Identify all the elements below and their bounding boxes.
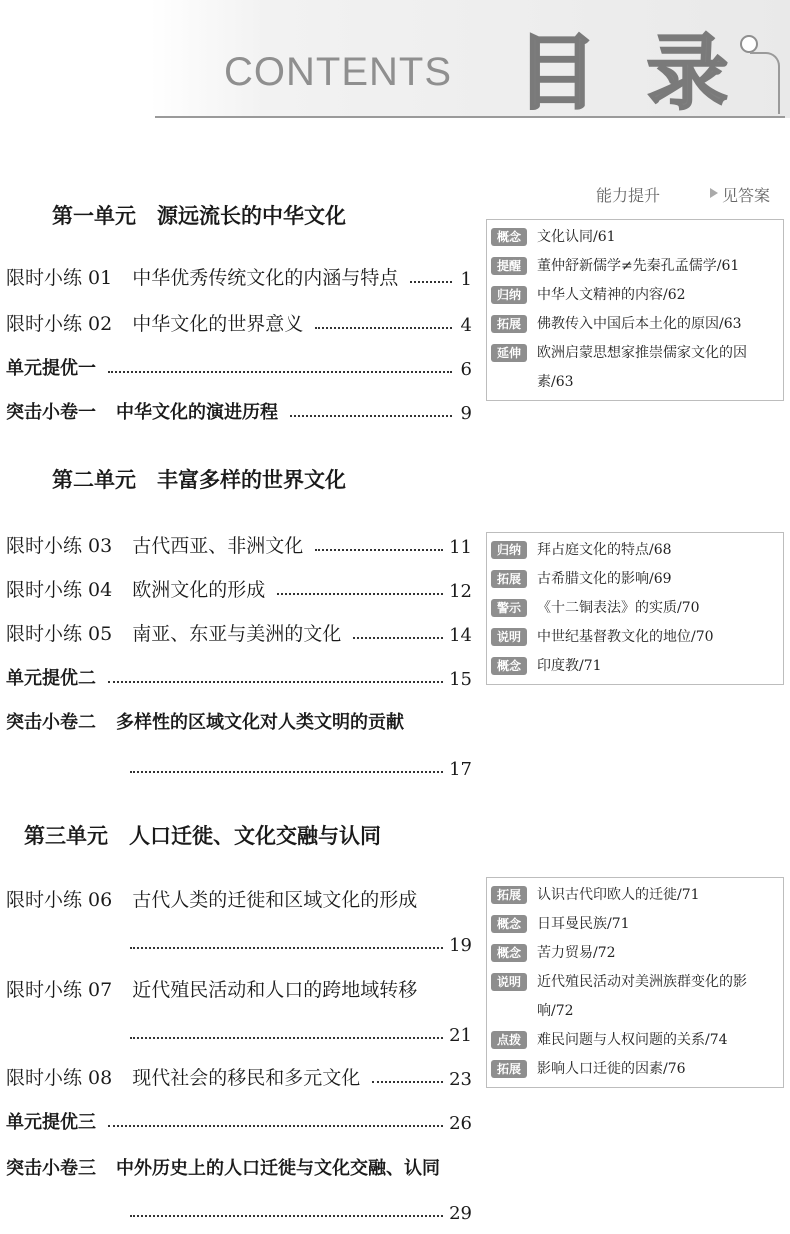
page-number: 11	[449, 537, 472, 558]
dot-leader	[130, 771, 443, 773]
hook-ornament-icon	[750, 52, 780, 114]
dot-leader	[315, 549, 443, 551]
tag-badge: 概念	[491, 944, 527, 962]
ability-text: 欧洲启蒙思想家推崇儒家文化的因素/63	[537, 345, 747, 390]
entry-label: 限时小练 01	[6, 267, 113, 289]
answer-heading: 见答案	[722, 183, 770, 206]
ability-text: 古希腊文化的影响/69	[537, 571, 672, 587]
page-number: 15	[449, 669, 472, 690]
toc-entry-continuation[interactable]	[130, 928, 472, 956]
ability-text: 日耳曼民族/71	[537, 916, 630, 932]
tag-badge: 拓展	[491, 315, 527, 333]
entry-label: 突击小卷一	[6, 402, 96, 423]
tag-badge: 拓展	[491, 1060, 527, 1078]
entry-title: 中华文化的世界意义	[132, 313, 304, 335]
unit-2-title: 第二单元 丰富多样的世界文化	[52, 468, 346, 492]
dot-leader	[315, 327, 452, 329]
tag-badge: 拓展	[491, 570, 527, 588]
ability-text: 《十二铜表法》的实质/70	[537, 600, 700, 616]
toc-entry[interactable]	[6, 352, 472, 380]
entry-label: 限时小练 07	[6, 979, 113, 1001]
entry-label: 限时小练 08	[6, 1067, 113, 1089]
ability-text: 文化认同/61	[537, 229, 616, 245]
page-number: 19	[449, 935, 472, 956]
page-number: 9	[460, 403, 472, 424]
toc-entry[interactable]	[6, 1152, 472, 1180]
ability-item	[491, 968, 779, 1026]
toc-entry[interactable]	[6, 662, 472, 690]
page-title-mulu: 目 录	[516, 26, 739, 121]
entry-label: 限时小练 03	[6, 535, 113, 557]
ability-item	[491, 623, 779, 652]
dot-leader	[108, 371, 452, 373]
page-number: 14	[449, 625, 472, 646]
ability-text: 拜占庭文化的特点/68	[537, 542, 672, 558]
unit-1-title: 第一单元 源远流长的中华文化	[52, 204, 346, 228]
dot-leader	[277, 593, 443, 595]
ability-text: 影响人口迁徙的因素/76	[537, 1061, 686, 1077]
entry-label: 限时小练 02	[6, 313, 113, 335]
tag-badge: 拓展	[491, 886, 527, 904]
tag-badge: 警示	[491, 599, 527, 617]
ability-item	[491, 910, 779, 939]
tag-badge: 概念	[491, 915, 527, 933]
ability-item	[491, 223, 779, 252]
ability-item	[491, 252, 779, 281]
tag-badge: 概念	[491, 228, 527, 246]
entry-label: 单元提优三	[6, 1112, 96, 1133]
ability-item	[491, 939, 779, 968]
entry-label: 突击小卷三	[6, 1158, 96, 1179]
entry-title: 多样性的区域文化对人类文明的贡献	[116, 712, 404, 733]
entry-title: 近代殖民活动和人口的跨地域转移	[132, 979, 418, 1001]
page-number: 17	[449, 759, 472, 780]
contents-word: CONTENTS	[224, 50, 452, 94]
entry-label: 限时小练 06	[6, 889, 113, 911]
ability-heading: 能力提升	[596, 186, 661, 205]
ring-ornament-icon	[740, 35, 758, 53]
page-number: 26	[449, 1113, 472, 1134]
dot-leader	[130, 1215, 443, 1217]
ability-text: 董仲舒新儒学≠先秦孔孟儒学/61	[537, 258, 740, 274]
dot-leader	[130, 947, 443, 949]
dot-leader	[372, 1081, 443, 1083]
ability-text: 难民问题与人权问题的关系/74	[537, 1032, 728, 1048]
entry-title: 古代西亚、非洲文化	[132, 535, 304, 557]
entry-title: 中华文化的演进历程	[116, 402, 278, 423]
page-number: 6	[460, 359, 472, 380]
ability-text: 认识古代印欧人的迁徙/71	[537, 887, 700, 903]
ability-item	[491, 339, 779, 397]
tag-badge: 归纳	[491, 541, 527, 559]
dot-leader	[353, 637, 443, 639]
ability-box-unit-3	[486, 877, 784, 1088]
page-number: 4	[460, 315, 472, 336]
ability-item	[491, 536, 779, 565]
entry-label: 限时小练 04	[6, 579, 113, 601]
dot-leader	[290, 415, 452, 417]
entry-label: 突击小卷二	[6, 712, 96, 733]
unit-3-title: 第三单元 人口迁徙、文化交融与认同	[24, 824, 381, 848]
entry-label: 单元提优一	[6, 358, 96, 379]
entry-title: 欧洲文化的形成	[132, 579, 266, 601]
toc-entry-continuation[interactable]	[130, 1018, 472, 1046]
ability-item	[491, 310, 779, 339]
entry-label: 限时小练 05	[6, 623, 113, 645]
dot-leader	[108, 1125, 443, 1127]
dot-leader	[108, 681, 443, 683]
ability-item	[491, 1055, 779, 1084]
ability-item	[491, 881, 779, 910]
ability-item	[491, 594, 779, 623]
page-number: 1	[460, 269, 472, 290]
toc-entry[interactable]	[6, 530, 472, 558]
entry-title: 古代人类的迁徙和区域文化的形成	[132, 889, 418, 911]
tag-badge: 提醒	[491, 257, 527, 275]
toc-entry[interactable]	[6, 1106, 472, 1134]
toc-entry[interactable]	[6, 706, 472, 734]
entry-title: 现代社会的移民和多元文化	[132, 1067, 361, 1089]
tag-badge: 点拨	[491, 1031, 527, 1049]
ability-item	[491, 1026, 779, 1055]
toc-entry[interactable]	[6, 618, 472, 646]
ability-item	[491, 281, 779, 310]
tag-badge: 延伸	[491, 344, 527, 362]
toc-entry[interactable]	[6, 884, 472, 912]
ability-text: 苦力贸易/72	[537, 945, 616, 961]
page-number: 12	[449, 581, 472, 602]
toc-entry[interactable]	[6, 308, 472, 336]
toc-entry-continuation[interactable]	[130, 752, 472, 780]
toc-entry[interactable]	[6, 396, 472, 424]
tag-badge: 说明	[491, 973, 527, 991]
ability-text: 佛教传入中国后本土化的原因/63	[537, 316, 742, 332]
dot-leader	[410, 281, 452, 283]
toc-entry[interactable]	[6, 574, 472, 602]
page-number: 29	[449, 1203, 472, 1224]
entry-title: 南亚、东亚与美洲的文化	[132, 623, 342, 645]
dot-leader	[130, 1037, 443, 1039]
ability-text: 中世纪基督教文化的地位/70	[537, 629, 714, 645]
entry-title: 中外历史上的人口迁徙与文化交融、认同	[116, 1158, 440, 1179]
toc-entry[interactable]	[6, 974, 472, 1002]
tag-badge: 说明	[491, 628, 527, 646]
tag-badge: 归纳	[491, 286, 527, 304]
ability-box-unit-2	[486, 532, 784, 685]
entry-label: 单元提优二	[6, 668, 96, 689]
ability-box-unit-1	[486, 219, 784, 401]
page-number: 21	[449, 1025, 472, 1046]
toc-entry[interactable]	[6, 1062, 472, 1090]
ability-item	[491, 565, 779, 594]
tag-badge: 概念	[491, 657, 527, 675]
ability-item	[491, 652, 779, 681]
toc-entry[interactable]	[6, 262, 472, 290]
ability-text: 中华人文精神的内容/62	[537, 287, 686, 303]
entry-title: 中华优秀传统文化的内涵与特点	[132, 267, 399, 289]
ability-text: 近代殖民活动对美洲族群变化的影响/72	[537, 974, 747, 1019]
toc-entry-continuation[interactable]	[130, 1196, 472, 1224]
page-number: 23	[449, 1069, 472, 1090]
ability-text: 印度教/71	[537, 658, 602, 674]
